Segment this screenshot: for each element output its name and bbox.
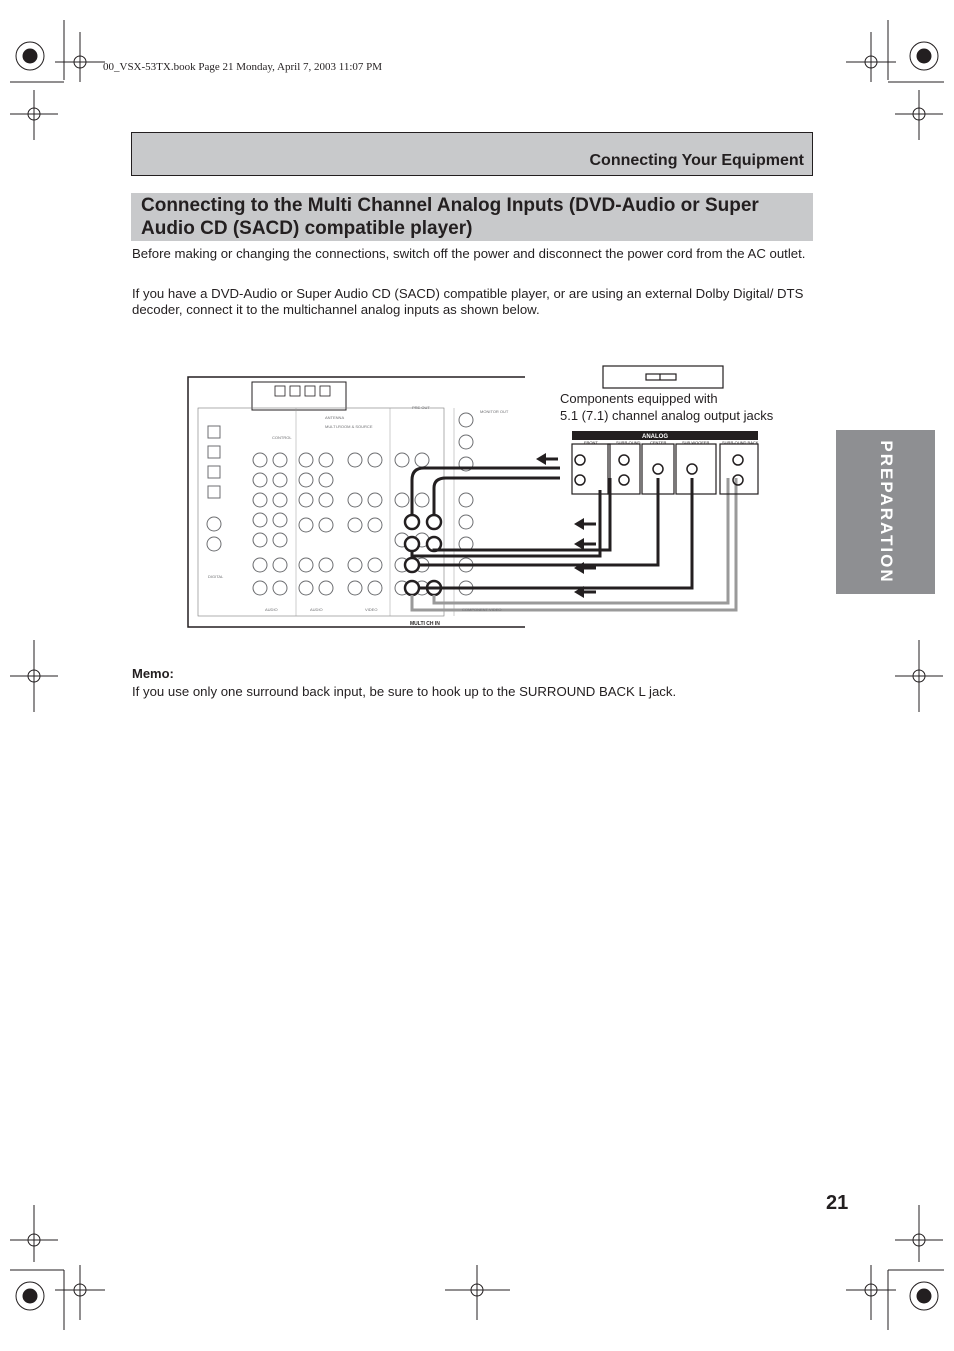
audio-label-2: AUDIO bbox=[310, 607, 323, 612]
print-header: 00_VSX-53TX.book Page 21 Monday, April 7, 2003 11:07 PM bbox=[103, 61, 383, 73]
player-device bbox=[603, 366, 723, 388]
jack-surround-back-label: SURR-OUND BACK bbox=[722, 440, 759, 445]
control-label: CONTROL bbox=[272, 435, 292, 440]
jack-subwoofer-label: SUB WOOFER bbox=[682, 440, 710, 445]
multi-ch-in-label: MULTI CH IN bbox=[410, 621, 440, 627]
diagram-caption bbox=[560, 390, 773, 424]
side-tab bbox=[836, 430, 935, 594]
digital-label: DIGITAL bbox=[208, 574, 224, 579]
paragraph-instructions: If you have a DVD-Audio or Super Audio CD (SACD) compatible player, or are using an external Dolby Digital/ DTS decoder, connect it to the multichannel analog inputs as shown below. bbox=[132, 286, 804, 317]
video-label: VIDEO bbox=[365, 607, 378, 612]
side-tab-label: PREPARATION bbox=[876, 440, 896, 584]
monitor-out-label: MONITOR OUT bbox=[480, 409, 509, 414]
signal-arrows bbox=[536, 453, 596, 598]
analog-label: ANALOG bbox=[642, 434, 668, 440]
section-title-band bbox=[131, 193, 813, 241]
section-title: Connecting to the Multi Channel Analog Inputs (DVD-Audio or Super Audio CD (SACD) compatible player) bbox=[141, 195, 759, 239]
memo-text: If you use only one surround back input, be sure to hook up to the SURROUND BACK L jack. bbox=[132, 684, 677, 699]
jack-center-label: CENTER bbox=[650, 440, 667, 445]
jack-surround-label: SURR-OUND bbox=[616, 440, 641, 445]
jack-front-label: FRONT bbox=[584, 440, 598, 445]
antenna-label: ANTENNA bbox=[325, 415, 345, 420]
component-video-label: COMPONENT VIDEO bbox=[462, 607, 502, 612]
memo-label: Memo: bbox=[132, 666, 174, 681]
header-title: Connecting Your Equipment bbox=[589, 152, 804, 169]
caption-line-1: Components equipped with bbox=[560, 391, 718, 406]
page-number: 21 bbox=[826, 1192, 849, 1214]
section-header-band bbox=[131, 132, 813, 176]
audio-label-1: AUDIO bbox=[265, 607, 278, 612]
paragraph-safety: Before making or changing the connections, switch off the power and disconnect the power cord from the AC outlet. bbox=[132, 246, 806, 261]
pre-out-label: PRE OUT bbox=[412, 405, 430, 410]
multi-room-label: MULTI-ROOM & SOURCE bbox=[325, 424, 373, 429]
caption-line-2: 5.1 (7.1) channel analog output jacks bbox=[560, 408, 774, 423]
